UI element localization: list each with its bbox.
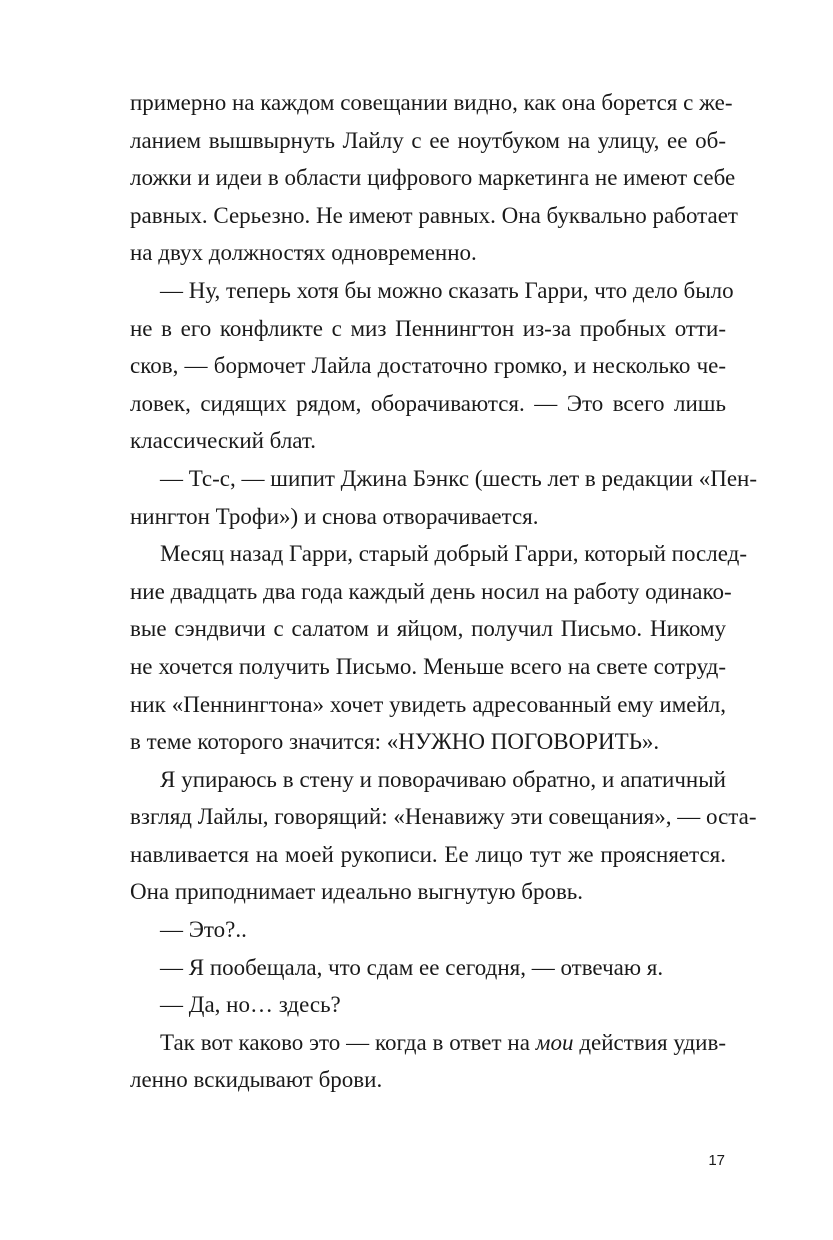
page-number: 17 [708, 1152, 725, 1169]
text-line: — Тс-с, — шипит Джина Бэнкс (шесть лет в редакции «Пен- [160, 465, 757, 491]
text-fragment: Так вот каково это — когда в ответ на [160, 1029, 536, 1055]
text-fragment: действия удив- [573, 1029, 726, 1055]
text-line: в теме которого значится: «НУЖНО ПОГОВОРИТЬ». [130, 729, 660, 755]
text-line: сков, — бормочет Лайла достаточно громко, и несколько че- [130, 353, 726, 379]
italic-word: мои [535, 1029, 574, 1055]
text-line: ланием вышвырнуть Лайлу с ее ноутбуком на улицу, ее об- [130, 127, 726, 153]
text-line: не хочется получить Письмо. Меньше всего на свете сотруд- [130, 653, 726, 679]
text-line: взгляд Лайлы, говорящий: «Ненавижу эти совещания», — оста- [130, 804, 757, 830]
text-line-with-italic [130, 1024, 726, 1062]
text-line: ние двадцать два года каждый день носил на работу одинако- [130, 578, 732, 604]
text-line: Месяц назад Гарри, старый добрый Гарри, который послед- [160, 541, 747, 567]
text-line: примерно на каждом совещании видно, как она борется с же- [130, 90, 733, 115]
text-line: — Это?.. [160, 917, 247, 943]
text-line: Она приподнимает идеально выгнутую бровь. [130, 879, 584, 905]
text-line: равных. Серьезно. Не имеют равных. Она буквально работает [130, 202, 738, 228]
text-line: Я упираюсь в стену и поворачиваю обратно, и апатичный [160, 766, 726, 792]
text-line: нингтон Трофи») и снова отворачивается. [130, 503, 539, 529]
text-line: — Да, но… здесь? [160, 992, 341, 1018]
text-line: классический блат. [130, 428, 316, 454]
text-line: навливается на моей рукописи. Ее лицо тут же проясняется. [130, 841, 726, 867]
text-line: — Я пообещала, что сдам ее сегодня, — отвечаю я. [160, 954, 664, 980]
body-text [130, 84, 757, 1099]
text-line: ник «Пеннингтона» хочет увидеть адресованный ему имейл, [130, 691, 726, 717]
text-line: не в его конфликте с миз Пеннингтон из-за пробных отти- [130, 315, 726, 341]
text-line: на двух должностях одновременно. [130, 240, 477, 266]
text-line: вые сэндвичи с салатом и яйцом, получил Письмо. Никому [130, 616, 726, 642]
text-line: ложки и идеи в области цифрового маркетинга не имеют себе [130, 165, 736, 191]
text-line: — Ну, теперь хотя бы можно сказать Гарри, что дело было [160, 277, 734, 303]
text-line: ловек, сидящих рядом, оборачиваются. — Это всего лишь [130, 390, 726, 416]
text-line: ленно вскидывают брови. [130, 1067, 383, 1093]
